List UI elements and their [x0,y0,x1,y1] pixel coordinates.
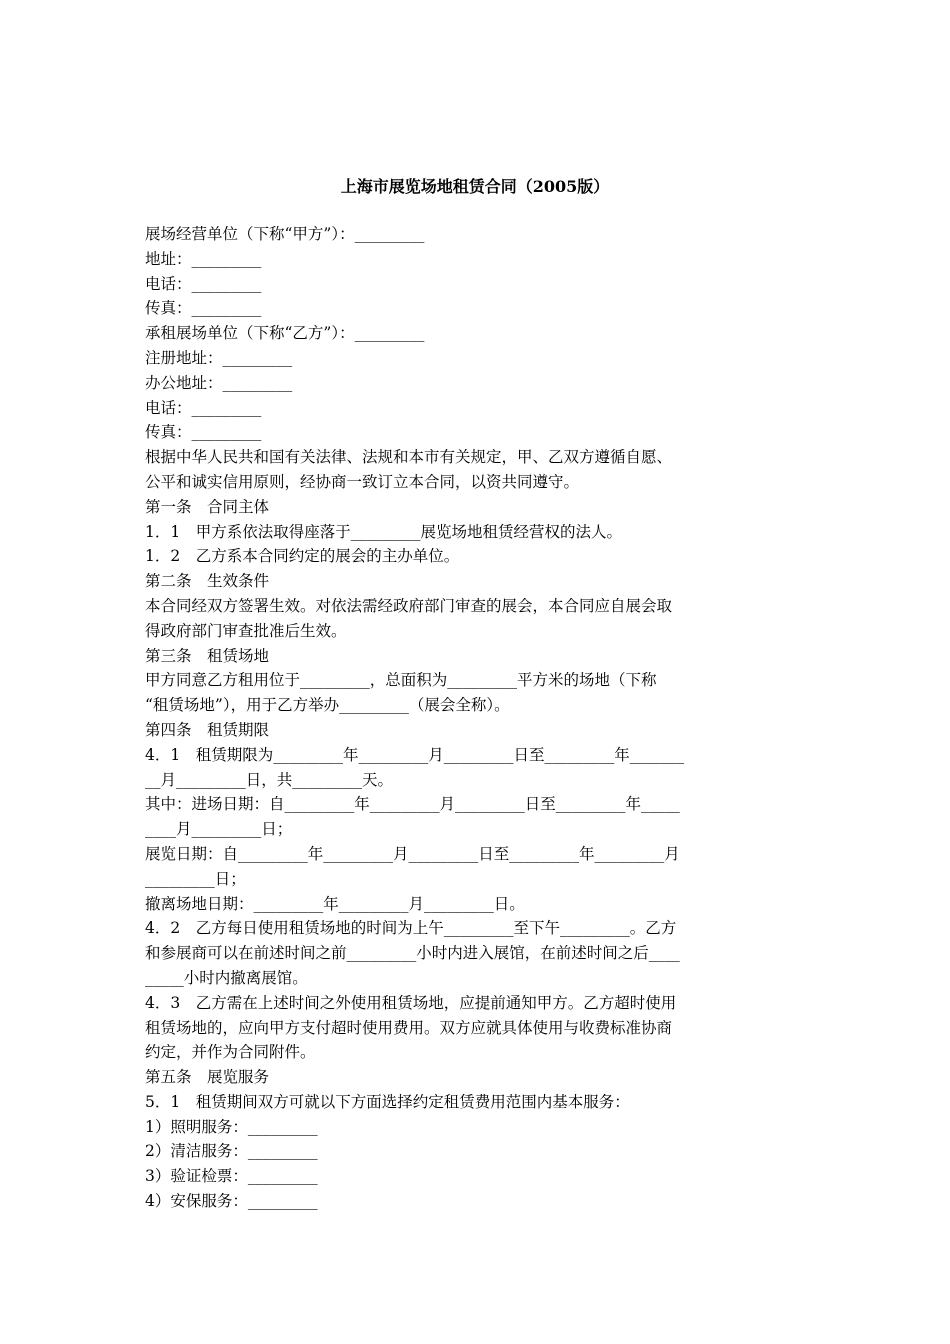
text-line: 承租展场单位（下称“乙方”）：_________ [145,324,425,343]
text-line: 约定，并作为合同附件。 [145,1043,316,1062]
text-line: 电话：_________ [145,398,262,417]
text-line: “租赁场地”），用于乙方举办_________（展会全称）。 [145,696,510,715]
text-line: 和参展商可以在前述时间之前_________小时内进入展馆，在前述时间之后____ [145,944,680,963]
text-line: __月_________日，共_________天。 [145,770,394,789]
text-line: ____月_________日； [145,820,293,839]
text-line: 4．2 乙方每日使用租赁场地的时间为上午_________至下午_________。乙方 [145,919,677,938]
text-line: 甲方同意乙方租用位于_________，总面积为_________平方米的场地（下称 [145,671,657,690]
text-line: 根据中华人民共和国有关法律、法规和本市有关规定，甲、乙双方遵循自愿、 [145,448,673,467]
text-line: 1．1 甲方系依法取得座落于_________展览场地租赁经营权的法人。 [145,522,622,541]
text-line: 撤离场地日期：_________年_________月_________日。 [145,894,525,913]
text-line: 3）验证检票：_________ [145,1167,318,1186]
document-title: 上海市展览场地租赁合同（2005版） [340,177,610,196]
text-line: 5．1 租赁期间双方可就以下方面选择约定租赁费用范围内基本服务： [145,1092,630,1111]
text-line: 公平和诚实信用原则，经协商一致订立本合同，以资共同遵守。 [145,472,580,491]
text-line: 得政府部门审查批准后生效。 [145,621,347,640]
text-line: 注册地址：_________ [145,348,293,367]
text-line: 第一条 合同主体 [145,497,270,516]
text-line: 2）清洁服务：_________ [145,1142,318,1161]
text-line: 展场经营单位（下称“甲方”）：_________ [145,225,425,243]
text-line: _________日； [145,869,246,888]
text-line: 电话：_________ [145,274,262,293]
text-line: 租赁场地的，应向甲方支付超时使用费用。双方应就具体使用与收费标准协商 [145,1018,673,1037]
text-line: 第四条 租赁期限 [145,720,270,739]
text-line: 展览日期：自_________年_________月_________日至_________年_________月 [145,844,680,863]
document-body [145,222,807,1214]
text-line: 第五条 展览服务 [145,1068,270,1087]
text-line: 4）安保服务：_________ [145,1192,318,1211]
text-line: 4．1 租赁期限为_________年_________月_________日至_________年_______ [145,745,684,764]
text-line: 本合同经双方签署生效。对依法需经政府部门审查的展会，本合同应自展会取 [145,596,673,615]
text-line: 1．2 乙方系本合同约定的展会的主办单位。 [145,547,460,566]
text-line: 办公地址：_________ [145,373,293,392]
text-line: 4．3 乙方需在上述时间之外使用租赁场地，应提前通知甲方。乙方超时使用 [145,993,677,1012]
text-line: 第二条 生效条件 [145,572,270,591]
text-line: 第三条 租赁场地 [145,646,270,665]
text-line: 1）照明服务：_________ [145,1117,318,1136]
text-line: 传真：_________ [145,299,262,318]
text-line: _____小时内撤离展馆。 [145,968,308,987]
text-line: 地址：_________ [145,249,262,268]
text-line: 传真：_________ [145,423,262,442]
text-line: 其中：进场日期：自_________年_________月_________日至_________年_____ [145,795,680,814]
